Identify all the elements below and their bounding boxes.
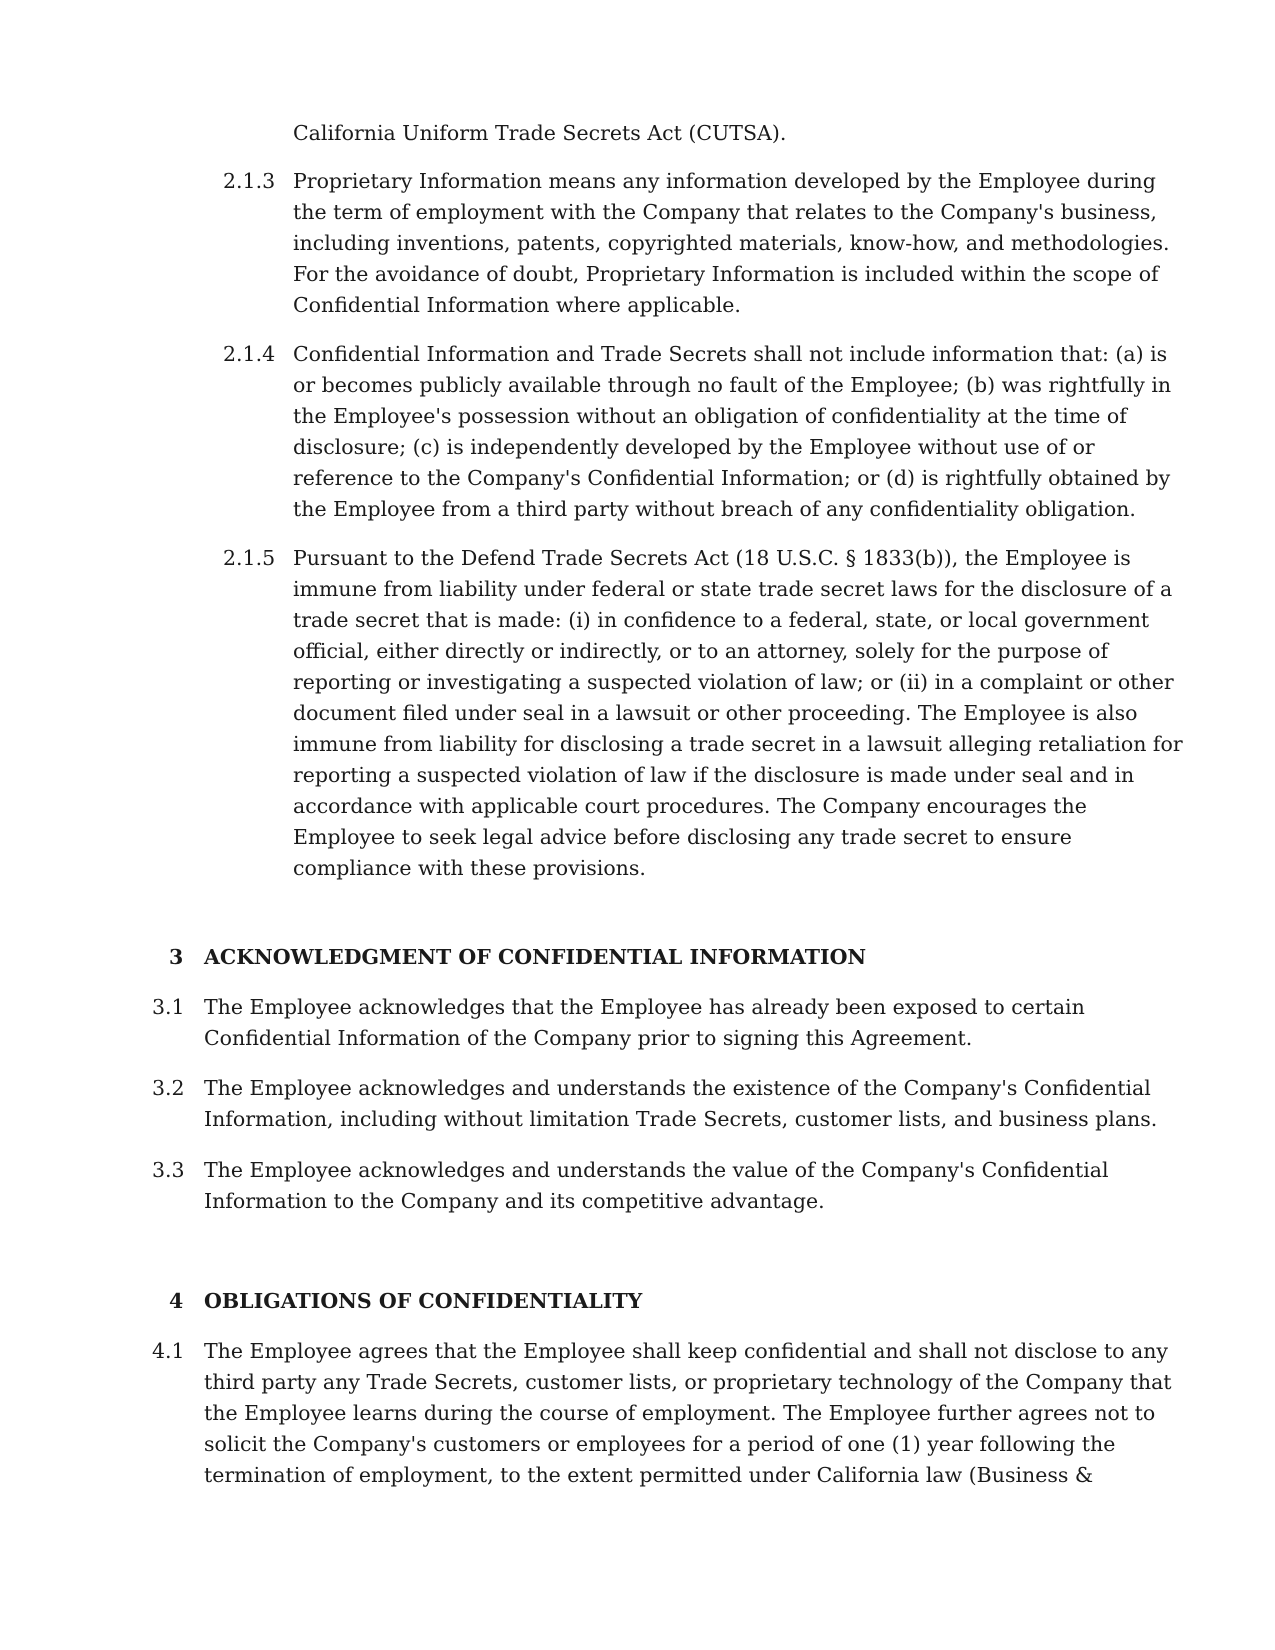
clause-line: termination of employment, to the extent permitted under California law (Business & (204, 1463, 1094, 1487)
clause-line: Proprietary Information means any information developed by the Employee during (293, 169, 1156, 193)
clause-line: the Employee learns during the course of employment. The Employee further agrees not to (204, 1401, 1156, 1425)
clause-number: 4.1 (152, 1339, 185, 1363)
clause-number: 3.1 (152, 995, 185, 1019)
section-title: OBLIGATIONS OF CONFIDENTIALITY (204, 1289, 643, 1313)
clause-line: the Employee's possession without an obligation of confidentiality at the time of (293, 404, 1127, 428)
clause-number: 2.1.5 (223, 546, 276, 570)
clause-text (293, 339, 1172, 525)
clause-line: immune from liability under federal or state trade secret laws for the disclosure of a (293, 577, 1173, 601)
clause-line: the Employee from a third party without breach of any confidentiality obligation. (293, 497, 1136, 521)
clause-number: 2.1.4 (223, 342, 276, 366)
clause-text (204, 1155, 1109, 1217)
clause-line: Confidential Information where applicable. (293, 293, 741, 317)
clause-line: including inventions, patents, copyrighted materials, know-how, and methodologies. (293, 231, 1170, 255)
clause-line: accordance with applicable court procedures. The Company encourages the (293, 794, 1087, 818)
clause-text (204, 1073, 1158, 1135)
clause-line: document filed under seal in a lawsuit or other proceeding. The Employee is also (293, 701, 1138, 725)
clause-line: Employee to seek legal advice before disclosing any trade secret to ensure (293, 825, 1072, 849)
clause-text (204, 1336, 1172, 1491)
clause-number: 2.1.3 (223, 169, 276, 193)
clause-line: trade secret that is made: (i) in confidence to a federal, state, or local government (293, 608, 1150, 632)
clause-line: The Employee acknowledges and understands the value of the Company's Confidential (204, 1158, 1109, 1182)
clause-line: or becomes publicly available through no fault of the Employee; (b) was rightfully in (293, 373, 1172, 397)
section-title: ACKNOWLEDGMENT OF CONFIDENTIAL INFORMATION (204, 945, 867, 969)
clause-line: For the avoidance of doubt, Proprietary Information is included within the scope of (293, 262, 1159, 286)
clause-line: The Employee agrees that the Employee shall keep confidential and shall not disclose to any (204, 1339, 1168, 1363)
clause-line: the term of employment with the Company that relates to the Company's business, (293, 200, 1157, 224)
section-number: 4 (169, 1289, 184, 1313)
clause-line: compliance with these provisions. (293, 856, 646, 880)
clause-line: The Employee acknowledges that the Employee has already been exposed to certain (204, 995, 1085, 1019)
clause-line: Pursuant to the Defend Trade Secrets Act (18 U.S.C. § 1833(b)), the Employee is (293, 546, 1131, 570)
clause-line: Information, including without limitation Trade Secrets, customer lists, and business plans. (204, 1107, 1158, 1131)
clause-line: third party any Trade Secrets, customer lists, or proprietary technology of the Company that (204, 1370, 1172, 1394)
section-number: 3 (169, 945, 184, 969)
clause-line: solicit the Company's customers or employees for a period of one (1) year following the (204, 1432, 1116, 1456)
clause-text (293, 543, 1183, 884)
continuation-line: California Uniform Trade Secrets Act (CUTSA). (293, 121, 787, 145)
clause-text (293, 166, 1170, 321)
clause-text (204, 992, 1104, 1054)
clause-number: 3.2 (152, 1076, 185, 1100)
clause-line: The Employee acknowledges and understands the existence of the Company's Confidential (204, 1076, 1151, 1100)
clause-line: immune from liability for disclosing a trade secret in a lawsuit alleging retaliation for (293, 732, 1183, 756)
clause-line: reporting or investigating a suspected violation of law; or (ii) in a complaint or other (293, 670, 1174, 694)
clause-line: disclosure; (c) is independently developed by the Employee without use of or (293, 435, 1095, 459)
clause-line: reference to the Company's Confidential Information; or (d) is rightfully obtained by (293, 466, 1171, 490)
clause-line: Confidential Information of the Company prior to signing this Agreement. (204, 1026, 973, 1050)
continuation-text (293, 118, 1123, 149)
clause-line: reporting a suspected violation of law if the disclosure is made under seal and in (293, 763, 1135, 787)
clause-number: 3.3 (152, 1158, 185, 1182)
clause-line: Information to the Company and its competitive advantage. (204, 1189, 825, 1213)
clause-line: official, either directly or indirectly, or to an attorney, solely for the purpose of (293, 639, 1109, 663)
clause-line: Confidential Information and Trade Secrets shall not include information that: (a) is (293, 342, 1168, 366)
